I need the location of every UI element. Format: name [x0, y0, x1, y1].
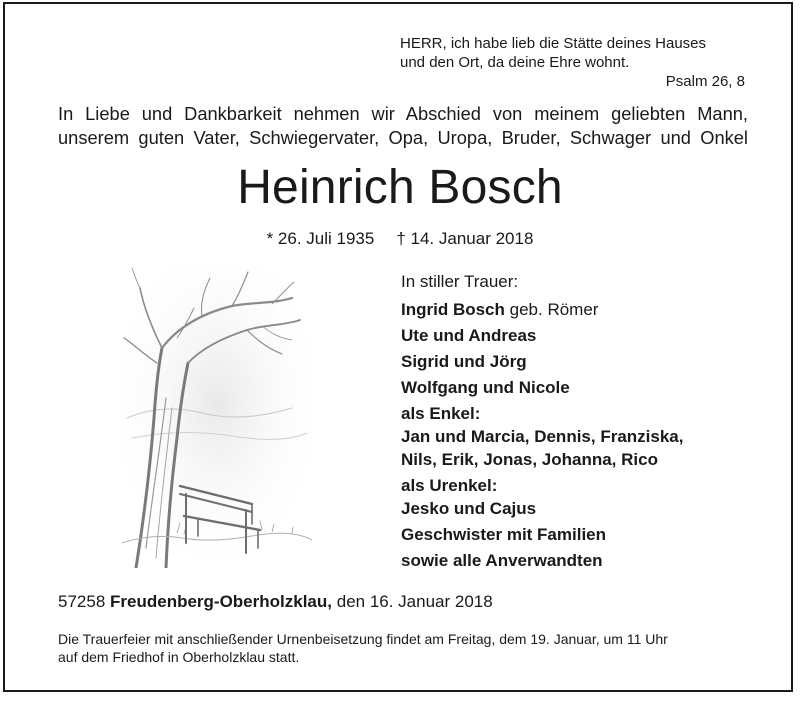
spouse-line	[401, 298, 761, 321]
deceased-name: Heinrich Bosch	[237, 161, 563, 214]
intro-line-2: unserem guten Vater, Schwiegervater, Opa, Uropa, Bruder, Schwager und Onkel	[58, 127, 748, 148]
child-family-2: Sigrid und Jörg	[401, 352, 527, 371]
relatives-line: sowie alle Anverwandten	[401, 551, 603, 570]
intro-line-1: In Liebe und Dankbarkeit nehmen wir Abschied von meinem geliebten Mann,	[58, 103, 748, 124]
funeral-notice	[58, 630, 758, 666]
child-family-1: Ute und Andreas	[401, 326, 537, 345]
life-dates	[0, 228, 800, 250]
notice-line-2: auf dem Friedhof in Oberholzklau statt.	[58, 649, 300, 665]
psalm-line-1: HERR, ich habe lieb die Stätte deines Hauses	[400, 35, 707, 52]
grandchildren-line-2: Nils, Erik, Jonas, Johanna, Rico	[401, 450, 658, 469]
psalm-quote	[400, 34, 745, 91]
town-name: Freudenberg-Oberholzklau,	[110, 592, 332, 611]
birth-date: * 26. Juli 1935	[266, 229, 375, 248]
death-date: † 14. Januar 2018	[396, 229, 534, 248]
mourners-list	[401, 270, 761, 572]
grandchildren-label: als Enkel:	[401, 404, 481, 423]
psalm-line-2: und den Ort, da deine Ehre wohnt.	[400, 54, 630, 71]
great-grandchildren-label: als Urenkel:	[401, 476, 498, 495]
intro-text	[58, 102, 748, 150]
spouse-name: Ingrid Bosch	[401, 300, 505, 319]
zip-code: 57258	[58, 592, 106, 611]
mourners-heading: In stiller Trauer:	[401, 272, 519, 291]
tree-bench-sketch	[122, 268, 312, 568]
spouse-maiden-name: geb. Römer	[509, 300, 599, 319]
letter-date: den 16. Januar 2018	[336, 592, 493, 611]
child-family-3: Wolfgang und Nicole	[401, 378, 570, 397]
siblings-line: Geschwister mit Familien	[401, 525, 607, 544]
great-grandchildren-names: Jesko und Cajus	[401, 499, 537, 518]
notice-line-1: Die Trauerfeier mit anschließender Urnenbeisetzung findet am Freitag, dem 19. Januar, um 11 Uhr	[58, 631, 668, 647]
place-date-line	[58, 591, 493, 613]
grandchildren-line-1: Jan und Marcia, Dennis, Franziska,	[401, 427, 684, 446]
psalm-reference: Psalm 26, 8	[665, 73, 745, 90]
